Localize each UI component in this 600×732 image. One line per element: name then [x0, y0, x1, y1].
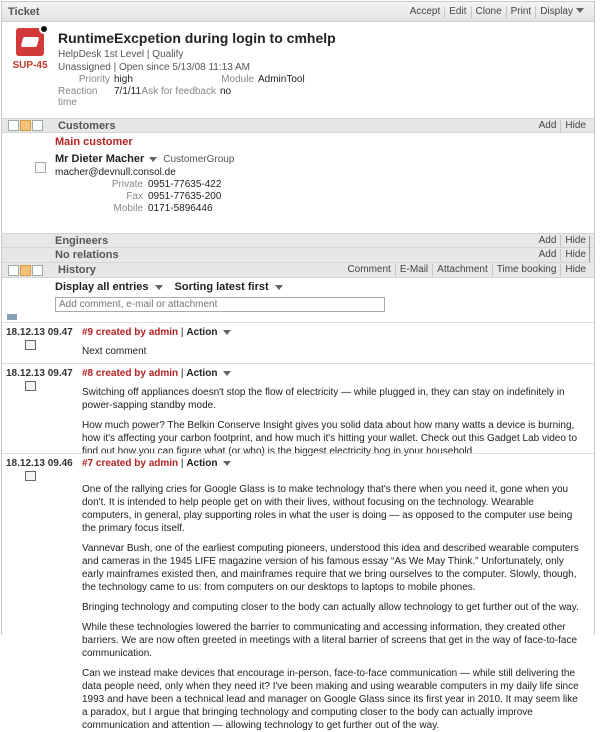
entry-text: Vannevar Bush, one of the earliest computing pioneers, understood this idea and described wearable computers and cameras in the 1945 LIFE magazine version of his famous essay “As We May Think.” Unfortunately, only early mainframes existed then, and mainframes require that we bring ourselves to the computer. Slowly, though, the technology came to us: from computers on our desktops to laptops to mobile phones.: [82, 543, 579, 593]
customer-name-row[interactable]: [55, 153, 594, 165]
customers-hide-button[interactable]: Hide: [560, 120, 590, 132]
view-full-icon[interactable]: [32, 265, 43, 276]
view-full-icon[interactable]: [32, 120, 43, 131]
entry-text: How much power? The Belkin Conserve Insight gives you solid data about how many watts a device is burning, how it's affecting your carbon footprint, and how much it's hitting your wallet. Check out this Gadget Lab video to find out how you can figure what (or who) is the biggest electricity hog in your household.: [82, 420, 578, 457]
priority-value: high: [114, 74, 133, 85]
history-entry: [2, 322, 594, 363]
phone-label: Fax: [126, 191, 143, 202]
history-hide-button[interactable]: Hide: [560, 264, 590, 276]
history-view-toggle[interactable]: [2, 265, 43, 276]
ticket-title: RuntimeExcpetion during login to cmhelp: [58, 30, 336, 46]
entry-action-menu[interactable]: [186, 368, 231, 379]
history-section-bar: [2, 263, 594, 278]
reaction-label: Reaction time: [58, 86, 98, 108]
ticket-actions: [406, 6, 588, 18]
entry-text: Bringing technology and computing closer to the body can actually allow technology to get further out of the way.: [82, 602, 579, 613]
comment-icon: [25, 381, 36, 391]
ticket-info: [52, 28, 336, 118]
entry-action-label: Action: [186, 327, 218, 338]
comment-input[interactable]: [55, 297, 385, 312]
status-line: Unassigned | Open since 5/13/08 11:13 AM: [58, 62, 250, 73]
entry-action-label: Action: [186, 368, 218, 379]
view-detail-icon[interactable]: [20, 120, 31, 131]
history-controls: [2, 278, 594, 314]
phone-fax: [55, 191, 594, 202]
ticket-titlebar: [2, 2, 594, 22]
view-detail-icon[interactable]: [20, 265, 31, 276]
view-toggle[interactable]: [2, 120, 43, 131]
display-menu[interactable]: [535, 6, 588, 18]
chevron-down-icon: [275, 285, 283, 290]
chevron-down-icon: [223, 461, 231, 466]
chevron-down-icon: [149, 157, 157, 162]
entry-text: One of the rallying cries for Google Glass is to make technology that's there when you need it, gone when you don't. It is intended to help people get on with their lives, without focusing on the technology. Wearable computers, in general, play supporting roles in what the user is doing — as opposed to the computer use being the primary focus itself.: [82, 484, 573, 534]
comment-icon: [25, 340, 36, 350]
reaction-value: 7/1/11: [114, 86, 142, 97]
history-entry: [2, 453, 594, 731]
phone-private: [55, 179, 594, 190]
reaction-row: [58, 86, 336, 108]
collapse-toggle-icon[interactable]: [7, 314, 17, 320]
entry-header: #9 created by admin | Action: [82, 327, 584, 338]
time-booking-button[interactable]: Time booking: [492, 264, 561, 276]
relations-heading: No relations: [55, 249, 119, 261]
chevron-down-icon: [155, 285, 163, 290]
entry-text: Switching off appliances doesn't stop the flow of electricity — while plugged in, they can stay on indefinitely in power-sapping standby mode.: [82, 387, 565, 411]
status-dot-icon: [39, 24, 49, 34]
engineers-add-button[interactable]: Add: [538, 234, 557, 246]
email-button[interactable]: E-Mail: [395, 264, 432, 276]
sort-filter[interactable]: [175, 281, 283, 293]
view-list-icon[interactable]: [8, 265, 19, 276]
chevron-down-icon: [223, 330, 231, 335]
engineers-heading: Engineers: [55, 234, 109, 247]
entry-header: #8 created by admin | Action: [82, 368, 584, 379]
entry-text: Next comment: [82, 346, 147, 357]
customers-add-button[interactable]: Add: [538, 119, 557, 131]
entry-author[interactable]: #9 created by admin: [82, 327, 179, 338]
panel-title: Ticket: [8, 5, 40, 18]
feedback-label: Ask for feedback: [141, 86, 216, 97]
phone-value: 0171-5896446: [148, 203, 213, 214]
phone-label: Mobile: [113, 203, 143, 214]
ticket-header: [2, 22, 594, 118]
view-list-icon[interactable]: [8, 120, 19, 131]
entry-author[interactable]: #8 created by admin: [82, 368, 179, 379]
ticket-icon: [16, 28, 44, 56]
entry-time: 18.12.13 09.46: [6, 458, 73, 469]
feedback-value: no: [220, 86, 232, 97]
queue-line: HelpDesk 1st Level | Qualify: [58, 49, 184, 60]
relations-add-button[interactable]: Add: [538, 249, 557, 260]
customer-card: [2, 133, 594, 217]
phone-value: 0951-77635-200: [148, 191, 222, 202]
entry-action-menu[interactable]: [186, 327, 231, 338]
relations-hide-button[interactable]: Hide: [560, 249, 590, 261]
ticket-panel: [1, 1, 595, 731]
customers-section-bar: [2, 118, 594, 133]
entries-filter[interactable]: [55, 281, 163, 293]
entry-action-label: Action: [186, 458, 218, 469]
phone-mobile: [55, 203, 594, 214]
history-heading: History: [58, 264, 96, 276]
chevron-down-icon: [576, 8, 584, 13]
chevron-down-icon: [223, 371, 231, 376]
sort-filter-label: Sorting latest first: [174, 281, 269, 293]
phone-label: Private: [111, 179, 143, 190]
phone-value: 0951-77635-422: [148, 179, 222, 190]
ticket-icon-block: [8, 28, 52, 118]
entry-time: 18.12.13 09.47: [6, 368, 73, 379]
clone-button[interactable]: Clone: [471, 6, 506, 18]
priority-row: [58, 74, 336, 85]
comment-button[interactable]: Comment: [347, 264, 391, 275]
relations-section-bar: [2, 248, 594, 263]
accept-button[interactable]: Accept: [409, 5, 441, 17]
customer-name: Mr Dieter Macher: [55, 153, 145, 165]
engineers-hide-button[interactable]: Hide: [560, 235, 590, 247]
edit-button[interactable]: Edit: [444, 6, 470, 18]
customer-email[interactable]: macher@devnull.consol.de: [55, 167, 176, 178]
main-customer-label: Main customer: [55, 136, 133, 148]
entry-time: 18.12.13 09.47: [6, 327, 73, 338]
module-value: AdminTool: [258, 74, 305, 85]
comment-icon: [25, 471, 36, 481]
entries-filter-label: Display all entries: [55, 281, 149, 293]
display-label: Display: [540, 5, 573, 17]
engineers-section-bar: [2, 233, 594, 248]
attachment-button[interactable]: Attachment: [432, 264, 492, 276]
history-entry: [2, 363, 594, 457]
resize-handle[interactable]: [589, 236, 594, 262]
entry-header: #7 created by admin | Action: [82, 458, 584, 469]
entry-text: While these technologies lowered the barrier to communicating and accessing information, they created other barriers. We are now often greeted in meetings with a literal barrier of screens that get in the way of face-to-face communication.: [82, 622, 578, 659]
customer-checkbox[interactable]: [35, 162, 46, 173]
module-label: Module: [221, 74, 254, 85]
entry-text: Can we instead make devices that encourage in-person, face-to-face communication — while still delivering the data people need, only when they need it? I've been making and using wearable computers in my daily life since 1993 and have been a technical lead and manager on Google Glass since its first year in 2010. It may seem like a paradox, but I argue that bringing technology and computing closer to the body can actually improve communication and attention — allowing technology to get further out of the way.: [82, 668, 579, 731]
entry-action-menu[interactable]: [186, 458, 231, 469]
customers-heading: Customers: [58, 119, 116, 132]
priority-label: Priority: [78, 74, 110, 85]
customer-group: CustomerGroup: [163, 154, 235, 165]
ticket-id: SUP-45: [12, 60, 48, 71]
entry-author[interactable]: #7 created by admin: [82, 458, 179, 469]
print-button[interactable]: Print: [506, 6, 536, 18]
